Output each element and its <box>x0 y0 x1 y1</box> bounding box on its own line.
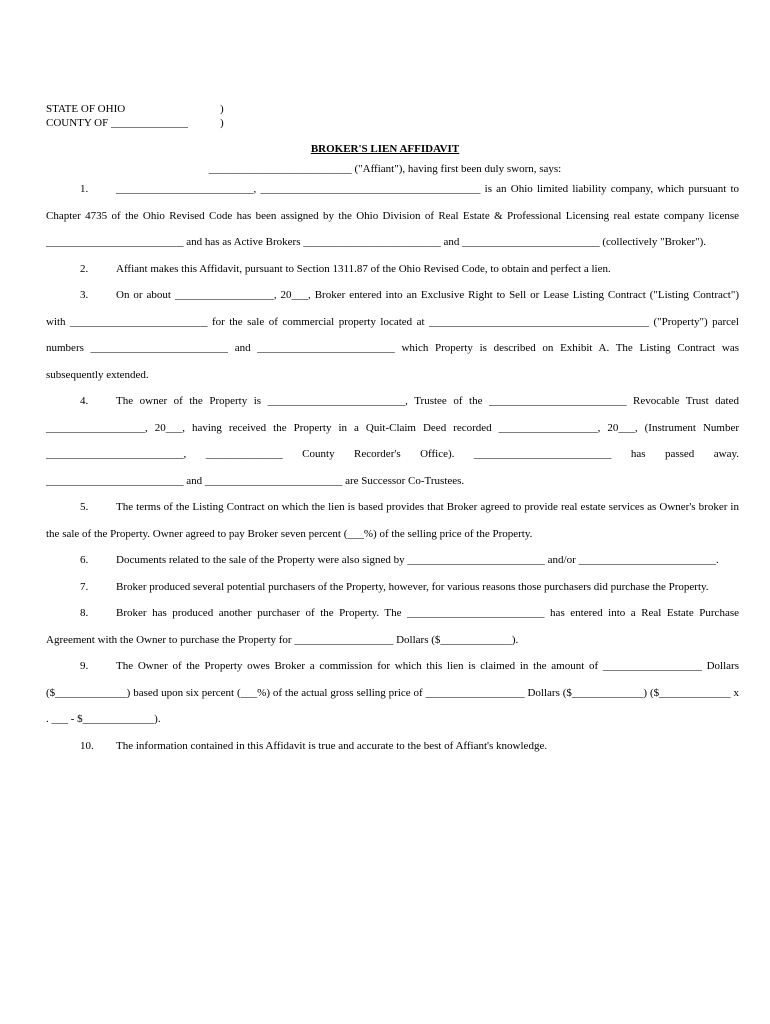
paragraph-4 <box>46 388 739 494</box>
state-paren: ) <box>220 103 224 115</box>
paragraph-text: On or about __________________, 20___, Broker entered into an Exclusive Right to Sell or Lease Listing Contract ("Listing Contract") with _________________________ for the sale of commercial property located at ________________________________________ ("Property") parcel numbers _________________________ and _________________________ which Property is described on Exhibit A. The Listing Contract was subsequently extended. <box>46 289 739 381</box>
paragraph-text: _________________________, ________________________________________ is an Ohio limited liability company, which pursuant to Chapter 4735 of the Ohio Revised Code has been assigned by the Ohio Division of Real Estate & Professional Licensing real estate company license _________________________ and has as Active Brokers _________________________ and _________________________ (collectively "Broker"). <box>46 183 739 248</box>
intro-line: __________________________ ("Affiant"), having first been duly sworn, says: <box>208 163 562 175</box>
paragraph-text: Affiant makes this Affidavit, pursuant to Section 1311.87 of the Ohio Revised Code, to obtain and perfect a lien. <box>116 262 611 275</box>
paragraph-text: Broker has produced another purchaser of the Property. The _________________________ has entered into a Real Estate Purchase Agreement with the Owner to purchase the Property for __________________ Dollars ($_____________). <box>46 607 739 646</box>
document-title: BROKER'S LIEN AFFIDAVIT <box>310 143 460 155</box>
paragraph-number: 10. <box>80 739 94 752</box>
paragraph-3 <box>46 282 739 388</box>
paragraph-number: 8. <box>80 607 89 619</box>
paragraph-text: Broker produced several potential purchasers of the Property, however, for various reasons those purchasers did purchase the Property. <box>116 580 709 593</box>
paragraph-10 <box>46 733 739 760</box>
paragraph-7 <box>46 574 739 601</box>
paragraph-text: Documents related to the sale of the Property were also signed by _________________________ and/or _________________________. <box>116 554 719 566</box>
paragraph-6 <box>46 547 739 574</box>
paragraph-number: 9. <box>80 660 89 672</box>
paragraph-number: 1. <box>80 183 89 195</box>
paragraph-9 <box>46 653 739 733</box>
paragraph-1 <box>46 176 739 256</box>
county-label: COUNTY OF ______________ <box>46 117 188 129</box>
state-label: STATE OF OHIO <box>46 103 126 115</box>
county-paren: ) <box>220 117 224 129</box>
venue-caption <box>46 102 306 130</box>
paragraph-number: 5. <box>80 501 89 513</box>
paragraph-number: 4. <box>80 395 89 407</box>
paragraph-text: The owner of the Property is _________________________, Trustee of the _________________________ Revocable Trust dated __________________, 20___, having received the Property in a Quit-Claim Deed recorded __________________, 20___, (Instrument Number _________________________, ______________ County Recorder's Office). _________________________ has passed away. _________________________ and _________________________ are Successor Co-Trustees. <box>46 395 739 487</box>
paragraph-number: 7. <box>80 580 89 593</box>
affidavit-body <box>46 176 739 759</box>
paragraph-number: 6. <box>80 554 89 566</box>
county-line <box>46 116 306 130</box>
paragraph-number: 3. <box>80 289 89 301</box>
paragraph-5 <box>46 494 739 547</box>
state-line <box>46 102 306 116</box>
paragraph-2 <box>46 256 739 283</box>
paragraph-text: The Owner of the Property owes Broker a commission for which this lien is claimed in the amount of __________________ Dollars ($_____________) based upon six percent (___%) of the actual gross selling price of __________________ Dollars ($_____________) ($_____________ x . ___ - $_____________). <box>46 660 739 725</box>
paragraph-number: 2. <box>80 262 89 275</box>
paragraph-text: The terms of the Listing Contract on which the lien is based provides that Broker agreed to provide real estate services as Owner's broker in the sale of the Property. Owner agreed to pay Broker seven percent (___%) of the selling price of the Property. <box>46 501 739 540</box>
paragraph-8 <box>46 600 739 653</box>
paragraph-text: The information contained in this Affidavit is true and accurate to the best of Affiant's knowledge. <box>116 739 548 752</box>
